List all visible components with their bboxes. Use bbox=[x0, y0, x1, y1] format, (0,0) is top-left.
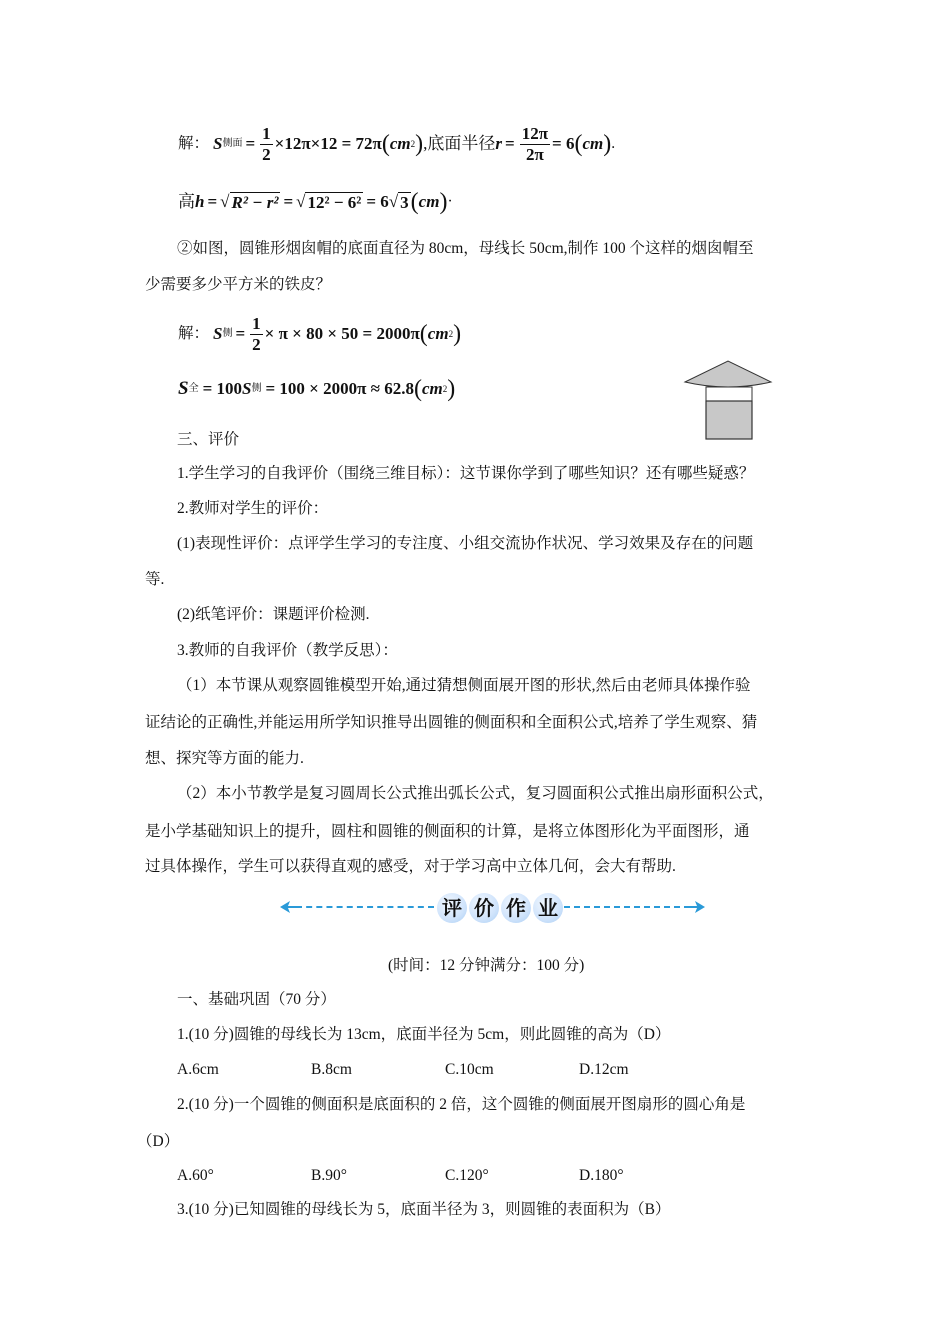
sqrt-expression: R² − r² bbox=[231, 193, 279, 212]
dot: · bbox=[447, 193, 453, 210]
evaluation-item-2: 2.教师对学生的评价： bbox=[177, 500, 329, 517]
math-result: = 6 bbox=[366, 192, 389, 211]
period: . bbox=[611, 135, 616, 152]
problem2-line1: ②如图，圆锥形烟囱帽的底面直径为 80cm，母线长 50cm,制作 100 个这样的烟囱帽至 bbox=[177, 240, 754, 257]
question-1: 1.(10 分)圆锥的母线长为 13cm，底面半径为 5cm，则此圆锥的高为（D） bbox=[177, 1026, 671, 1043]
solution1-line2: 高 h = √ R² − r² = √ 12² − 6² = 6 √ 3 ( cm ) · bbox=[178, 189, 453, 215]
homework-banner bbox=[280, 893, 705, 923]
fraction-half bbox=[250, 314, 263, 355]
math-expression: = 100 bbox=[202, 379, 243, 398]
banner-char: 评 bbox=[437, 893, 467, 923]
math-subscript: 侧面 bbox=[222, 138, 243, 149]
banner-char: 价 bbox=[469, 893, 499, 923]
problem2-line2: 少需要多少平方米的铁皮？ bbox=[145, 276, 332, 293]
math-subscript: 侧 bbox=[251, 383, 262, 394]
unit: cm bbox=[418, 192, 440, 211]
math-symbol: S bbox=[213, 324, 223, 343]
math-subscript: 全 bbox=[188, 383, 199, 394]
reflection-1-line1: （1）本节课从观察圆锥模型开始,通过猜想侧面展开图的形状,然后由老师具体操作验 bbox=[177, 677, 751, 694]
banner-title bbox=[436, 893, 564, 923]
solution1-line1: 解： S 侧面 = $\frac{1}{2}$ ×12π×12 = 72π ( cm 2 ) ,底面半径 r = $\frac{12\pi}{2\pi}$ = 6 ( cm ) . bbox=[178, 123, 616, 164]
superscript: 2 bbox=[410, 139, 416, 149]
math-symbol-h: h bbox=[195, 192, 205, 211]
numerator: 1 bbox=[262, 123, 271, 143]
evaluation-heading: 三、评价 bbox=[177, 431, 240, 448]
evaluation-item-2-1-line1: (1)表现性评价：点评学生学习的专注度、小组交流协作状况、学习效果及存在的问题 bbox=[177, 535, 754, 552]
banner-right-line bbox=[564, 906, 690, 908]
denominator: 2π bbox=[525, 144, 544, 164]
question-2-line2: （D） bbox=[137, 1133, 180, 1150]
question-1-option-a: A.6cm bbox=[177, 1061, 219, 1078]
reflection-2-line1: （2）本小节教学是复习圆周长公式推出弧长公式，复习圆面积公式推出扇形面积公式， bbox=[177, 785, 774, 802]
banner-char: 作 bbox=[501, 893, 531, 923]
math-expression: ×12π×12 = 72π bbox=[274, 134, 382, 153]
question-1-option-b: B.8cm bbox=[311, 1061, 352, 1078]
unit: cm bbox=[582, 134, 604, 153]
sqrt-expression: 3 bbox=[400, 193, 409, 212]
banner-char: 业 bbox=[533, 893, 563, 923]
math-expression: × π × 80 × 50 = 2000π bbox=[264, 324, 420, 343]
unit: cm bbox=[427, 324, 449, 343]
equals-sign: = bbox=[207, 192, 218, 211]
denominator: 2 bbox=[252, 334, 261, 354]
math-symbol: S bbox=[242, 379, 252, 398]
math-expression: = 100 × 2000π ≈ 62.8 bbox=[265, 379, 415, 398]
math-subscript: 侧 bbox=[222, 328, 233, 339]
question-2-option-c: C.120° bbox=[445, 1167, 489, 1184]
question-1-option-d: D.12cm bbox=[579, 1061, 629, 1078]
question-1-option-c: C.10cm bbox=[445, 1061, 494, 1078]
chimney-cap-diagram bbox=[682, 358, 774, 442]
reflection-2-line3: 过具体操作，学生可以获得直观的感受，对于学习高中立体几何，会大有帮助. bbox=[145, 858, 676, 875]
reflection-1-line3: 想、探究等方面的能力. bbox=[145, 750, 304, 767]
solution-label: 解： bbox=[178, 135, 210, 152]
chimney-cap-icon bbox=[682, 358, 774, 442]
numerator: 1 bbox=[252, 313, 261, 333]
superscript: 2 bbox=[442, 384, 448, 394]
reflection-1-line2: 证结论的正确性,并能运用所学知识推导出圆锥的侧面积和全面积公式,培养了学生观察、猜 bbox=[145, 714, 758, 731]
height-label: 高 bbox=[178, 192, 195, 211]
reflection-2-line2: 是小学基础知识上的提升，圆柱和圆锥的侧面积的计算，是将立体图形化为平面图形，通 bbox=[145, 823, 750, 840]
sqrt-expression: 12² − 6² bbox=[307, 193, 362, 212]
question-2-line1: 2.(10 分)一个圆锥的侧面积是底面积的 2 倍，这个圆锥的侧面展开图扇形的圆心角是 bbox=[177, 1096, 746, 1113]
math-symbol-r: r bbox=[495, 134, 503, 153]
evaluation-item-1: 1.学生学习的自我评价（围绕三维目标）：这节课你学到了哪些知识？还有哪些疑惑？ bbox=[177, 465, 755, 482]
unit: cm bbox=[422, 379, 443, 398]
evaluation-item-2-1-line2: 等. bbox=[145, 571, 165, 588]
question-2-option-b: B.90° bbox=[311, 1167, 347, 1184]
fraction-half bbox=[260, 124, 273, 165]
question-2-option-d: D.180° bbox=[579, 1167, 624, 1184]
section-heading-basic: 一、基础巩固（70 分） bbox=[177, 991, 336, 1008]
evaluation-item-2-2: (2)纸笔评价：课题评价检测. bbox=[177, 606, 370, 623]
solution2-line1: 解： S 侧 = $\frac{1}{2}$ × π × 80 × 50 = 2000π ( cm 2 ) bbox=[178, 313, 462, 354]
text-radius-label: ,底面半径 bbox=[423, 134, 496, 153]
unit: cm bbox=[389, 134, 411, 153]
banner-left-line bbox=[296, 906, 434, 908]
fraction-12pi-2pi bbox=[520, 124, 550, 165]
denominator: 2 bbox=[262, 144, 271, 164]
evaluation-item-3: 3.教师的自我评价（教学反思）： bbox=[177, 642, 398, 659]
superscript: 2 bbox=[448, 329, 454, 339]
time-info: (时间：12 分钟满分：100 分) bbox=[388, 957, 585, 974]
equals-sign: = bbox=[283, 192, 294, 211]
solution2-line2: S 全 = 100 S 侧 = 100 × 2000π ≈ 62.8 ( cm 2 ) bbox=[178, 376, 456, 402]
numerator: 12π bbox=[521, 123, 549, 143]
math-symbol: S bbox=[178, 378, 189, 399]
equals-sign: = bbox=[235, 324, 246, 343]
arrow-right-icon bbox=[689, 900, 705, 914]
arrow-left-icon bbox=[280, 900, 296, 914]
math-result: = 6 bbox=[552, 134, 575, 153]
question-3: 3.(10 分)已知圆锥的母线长为 5，底面半径为 3，则圆锥的表面积为（B） bbox=[177, 1201, 671, 1218]
math-symbol: S bbox=[213, 134, 223, 153]
solution-label: 解： bbox=[178, 325, 210, 342]
equals-sign: = bbox=[245, 134, 256, 153]
question-2-option-a: A.60° bbox=[177, 1167, 214, 1184]
equals-sign: = bbox=[505, 134, 515, 153]
